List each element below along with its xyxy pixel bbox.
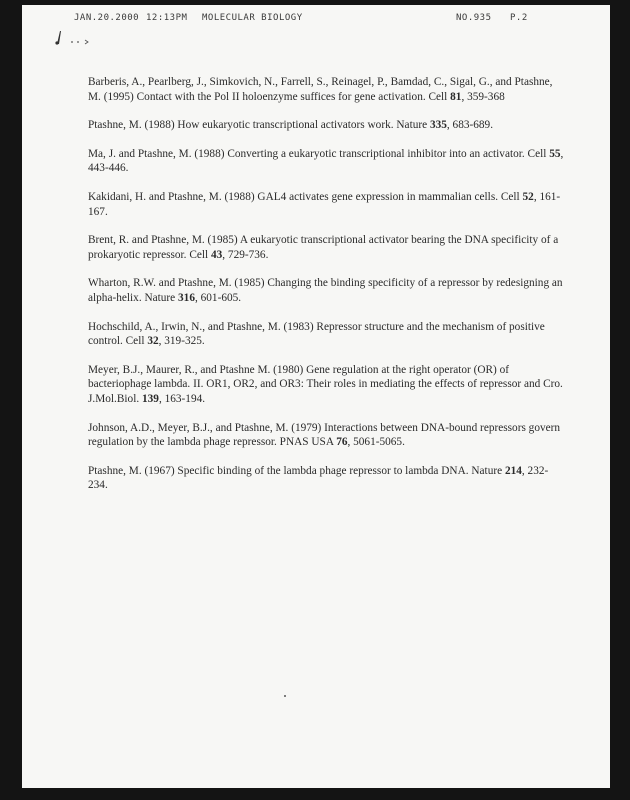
fax-header [22,13,610,27]
reference-item [88,147,566,176]
reference-item [88,421,566,450]
reference-pages: , 5061-5065. [347,436,405,449]
reference-pages: , 161-167. [88,190,561,218]
reference-pages: , 232-234. [88,464,549,492]
reference-volume: 316 [178,291,195,304]
fax-department: MOLECULAR BIOLOGY [202,13,303,23]
reference-text: Ptashne, M. (1967) Specific binding of the lambda phage repressor to lambda DNA. Nature [88,464,505,477]
reference-item [88,276,566,305]
reference-pages: , 601-605. [194,291,242,304]
reference-text: Ma, J. and Ptashne, M. (1988) Converting a eukaryotic transcriptional inhibitor into an activator. Cell [88,147,550,160]
reference-item [88,75,566,104]
reference-item [88,320,566,349]
reference-volume: 76 [336,436,348,449]
reference-volume: 139 [142,392,159,405]
reference-pages: , 683-689. [446,119,494,132]
reference-pages: , 163-194. [158,392,206,405]
reference-item [88,464,566,493]
reference-volume: 55 [549,147,561,160]
reference-text: Johnson, A.D., Meyer, B.J., and Ptashne, M. (1979) Interactions between DNA-bound repressors govern regulation by the lambda phage repressor. PNAS USA [88,421,561,449]
reference-volume: 43 [210,248,223,261]
reference-volume: 52 [522,190,534,203]
reference-text: Meyer, B.J., Maurer, R., and Ptashne M. (1980) Gene regulation at the right operator (OR) of bacteriophage lambda. II. OR1, OR2, and OR3: Their roles in mediating the effects of repressor and Cro. J.Mol.Biol. [88,363,563,405]
reference-text: Wharton, R.W. and Ptashne, M. (1985) Changing the binding specificity of a repressor by redesigning an alpha-helix. Nature [88,277,563,304]
reference-pages: , 359-368 [461,90,505,103]
fax-page [22,5,610,788]
reference-text: Ptashne, M. (1988) How eukaryotic transcriptional activators work. Nature [88,119,430,132]
reference-pages: , 443-446. [88,147,564,175]
reference-text: Barberis, A., Pearlberg, J., Simkovich, N., Farrell, S., Reinagel, P., Bamdad, C., Sigal, G., and Ptashne, M. (1995) Contact with the Pol II holoenzyme suffices for gene activation. Cell [88,76,553,103]
reference-list [88,75,566,507]
stray-dot [284,695,286,697]
reference-text: Kakidani, H. and Ptashne, M. (1988) GAL4 activates gene expression in mammalian cells. Cell [88,190,523,203]
fax-date: JAN.20.2000 [74,13,140,23]
reference-item [88,190,566,219]
reference-pages: , 319-325. [158,335,205,348]
reference-text: Brent, R. and Ptashne, M. (1985) A eukaryotic transcriptional activator bearing the DNA specificity of a prokaryotic repressor. Cell [88,234,559,261]
reference-volume: 214 [504,464,522,477]
reference-text: Hochschild, A., Irwin, N., and Ptashne, M. (1983) Repressor structure and the mechanism of positive control. Cell [88,320,545,348]
reference-item [88,118,566,133]
reference-volume: 81 [450,90,462,103]
fax-time: 12:13PM [146,13,188,23]
reference-item [88,233,566,262]
fax-page-number: P.2 [510,13,528,23]
stray-marks [54,27,104,47]
reference-item [88,363,566,407]
reference-volume: 335 [429,119,447,132]
fax-number: NO.935 [456,13,492,23]
reference-pages: , 729-736. [222,248,269,261]
reference-volume: 32 [147,335,159,348]
